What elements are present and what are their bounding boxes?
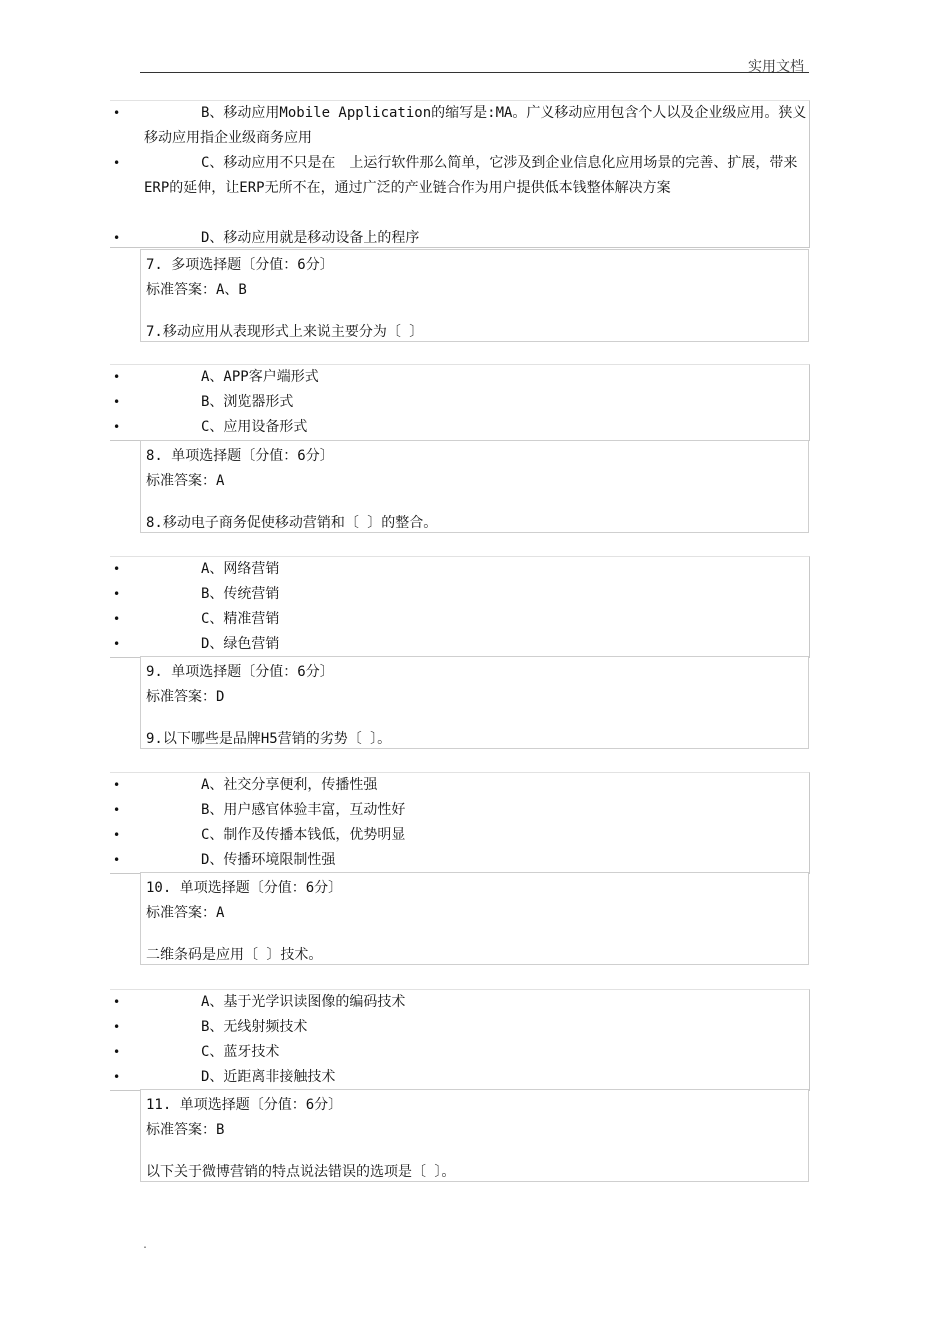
option-item (110, 1065, 809, 1090)
standard-answer: 标准答案：D (146, 689, 225, 705)
option-text: B、无线射频技术 (201, 1019, 308, 1035)
question-box-11 (140, 1089, 809, 1182)
header-rule (140, 72, 809, 73)
options-list-7 (110, 364, 810, 441)
option-item (110, 773, 809, 798)
bullet: • (113, 612, 121, 626)
question-stem: 以下关于微博营销的特点说法错误的选项是〔 〕。 (146, 1164, 456, 1180)
bullet: • (113, 231, 121, 245)
bullet: • (113, 995, 121, 1009)
option-text: C、精准营销 (201, 611, 280, 627)
option-text: A、基于光学识读图像的编码技术 (201, 994, 406, 1010)
question-box-8 (140, 440, 809, 533)
option-text: C、移动应用不只是在 上运行软件那么简单，它涉及到企业信息化应用场景的完善、扩展，带来ERP的延伸，让ERP无所不在，通过广泛的产业链合作为用户提供低本钱整体解决方案 (144, 155, 798, 196)
option-item (110, 151, 809, 201)
option-item (110, 1015, 809, 1040)
question-heading: 9. 单项选择题〔分值：6分〕 (146, 664, 334, 680)
option-text: B、移动应用Mobile Application的缩写是:MA。广义移动应用包含个人以及企业级应用。狭义移动应用指企业级商务应用 (144, 105, 807, 146)
standard-answer: 标准答案：A (146, 905, 225, 921)
option-text: A、网络营销 (201, 561, 280, 577)
option-item (110, 1040, 809, 1065)
option-item (110, 582, 809, 607)
option-item (110, 607, 809, 632)
option-item (110, 365, 809, 390)
standard-answer: 标准答案：A (146, 473, 225, 489)
bullet: • (113, 420, 121, 434)
question-stem: 8.移动电子商务促使移动营销和〔 〕的整合。 (146, 515, 438, 531)
bullet: • (113, 370, 121, 384)
bullet: • (113, 828, 121, 842)
question-heading: 7. 多项选择题〔分值：6分〕 (146, 257, 334, 273)
option-text: B、用户感官体验丰富，互动性好 (201, 802, 406, 818)
option-item (110, 632, 809, 657)
options-list-10 (110, 989, 810, 1091)
top-options-list (110, 100, 810, 248)
question-heading: 11. 单项选择题〔分值：6分〕 (146, 1097, 343, 1113)
document-header-label: 实用文档 (748, 59, 804, 75)
option-item (110, 101, 809, 151)
question-stem: 二维条码是应用〔 〕技术。 (146, 947, 323, 963)
option-item (110, 390, 809, 415)
bullet: • (113, 853, 121, 867)
option-item (110, 415, 809, 440)
option-text: D、移动应用就是移动设备上的程序 (201, 230, 420, 246)
bullet: • (113, 637, 121, 651)
option-text: A、APP客户端形式 (201, 369, 319, 385)
bullet: • (113, 803, 121, 817)
bullet: • (113, 587, 121, 601)
bullet: • (113, 156, 121, 170)
question-heading: 8. 单项选择题〔分值：6分〕 (146, 448, 334, 464)
option-item (110, 557, 809, 582)
standard-answer: 标准答案：A、B (146, 282, 247, 298)
question-box-9 (140, 656, 809, 749)
bullet: • (113, 1070, 121, 1084)
option-text: D、传播环境限制性强 (201, 852, 336, 868)
footer-mark: . (142, 1240, 149, 1251)
bullet: • (113, 106, 121, 120)
bullet: • (113, 395, 121, 409)
question-box-7 (140, 249, 809, 342)
options-list-8 (110, 556, 810, 658)
bullet: • (113, 778, 121, 792)
option-item (110, 798, 809, 823)
question-stem: 9.以下哪些是品牌H5营销的劣势〔 〕。 (146, 731, 392, 747)
option-text: B、传统营销 (201, 586, 280, 602)
option-text: B、浏览器形式 (201, 394, 294, 410)
option-item (110, 823, 809, 848)
option-text: A、社交分享便利，传播性强 (201, 777, 378, 793)
option-text: C、蓝牙技术 (201, 1044, 280, 1060)
option-text: D、绿色营销 (201, 636, 280, 652)
standard-answer: 标准答案：B (146, 1122, 225, 1138)
bullet: • (113, 562, 121, 576)
options-list-9 (110, 772, 810, 874)
question-stem: 7.移动应用从表现形式上来说主要分为〔 〕 (146, 324, 424, 340)
bullet: • (113, 1020, 121, 1034)
option-item (110, 226, 809, 251)
question-heading: 10. 单项选择题〔分值：6分〕 (146, 880, 343, 896)
option-text: C、制作及传播本钱低，优势明显 (201, 827, 406, 843)
bullet: • (113, 1045, 121, 1059)
option-text: C、应用设备形式 (201, 419, 308, 435)
option-item (110, 848, 809, 873)
question-box-10 (140, 872, 809, 965)
option-item (110, 990, 809, 1015)
option-text: D、近距离非接触技术 (201, 1069, 336, 1085)
